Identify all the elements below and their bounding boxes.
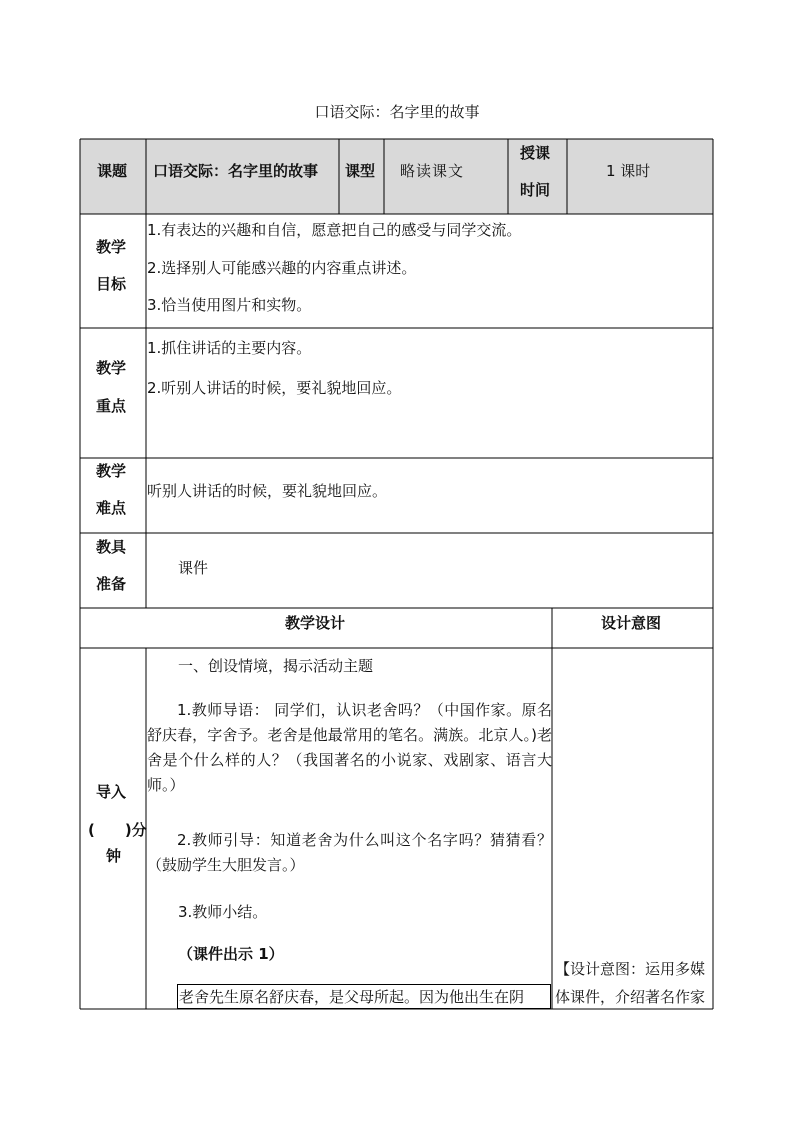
keypoints-item-2: 2.听别人讲话的时候，要礼貌地回应。 (147, 379, 402, 397)
page-title: 口语交际：名字里的故事 (314, 103, 480, 121)
time-label-line2: 时间 (520, 181, 551, 199)
topic-value: 口语交际：名字里的故事 (153, 162, 319, 180)
intro-paragraph-3: 3.教师小结。 (178, 903, 268, 921)
intro-label-line3: 钟 (106, 847, 122, 865)
intro-label-line1: 导入 (96, 783, 127, 801)
intro-paragraph-1: 1.教师导语： 同学们，认识老舍吗？（中国作家。原名舒庆春，字舍予。老舍是他最常用的笔名。满族。北京人。)老舍是个什么样的人？（我国著名的小说家、戏剧家、语言大师。） (147, 701, 552, 794)
goals-label-line1: 教学 (96, 238, 127, 256)
goals-label-line2: 目标 (96, 275, 127, 293)
topic-label: 课题 (97, 162, 128, 180)
goals-item-2: 2.选择别人可能感兴趣的内容重点讲述。 (147, 259, 417, 277)
difficulty-text: 听别人讲话的时候，要礼貌地回应。 (147, 482, 388, 500)
keypoints-item-1: 1.抓住讲话的主要内容。 (147, 339, 312, 357)
intro-paragraph-2: 2.教师引导：知道老舍为什么叫这个名字吗？猜猜看？（鼓励学生大胆发言。） (147, 831, 552, 874)
type-label: 课型 (345, 162, 376, 180)
difficulty-label-line2: 难点 (96, 499, 127, 517)
difficulty-label-line1: 教学 (96, 462, 127, 480)
goals-item-1: 1.有表达的兴趣和自信，愿意把自己的感受与同学交流。 (147, 221, 522, 239)
design-header-left: 教学设计 (285, 614, 346, 632)
type-value: 略读课文 (400, 162, 465, 180)
materials-label-line2: 准备 (96, 575, 127, 593)
goals-item-3: 3.恰当使用图片和实物。 (147, 296, 312, 314)
materials-label-line1: 教具 (96, 538, 127, 556)
intro-section-title: 一、创设情境，揭示活动主题 (178, 657, 374, 675)
time-value: 1 课时 (606, 162, 651, 180)
keypoints-label-line2: 重点 (96, 397, 127, 415)
design-header-right: 设计意图 (601, 614, 662, 632)
materials-text: 课件 (178, 559, 209, 577)
courseware-label: （课件出示 1） (178, 945, 284, 963)
design-intent-text: 【设计意图：运用多媒体课件，介绍著名作家 (555, 960, 706, 1006)
courseware-boxed-text: 老舍先生原名舒庆春，是父母所起。因为他出生在阴 (179, 988, 525, 1006)
time-label-line1: 授课 (520, 144, 551, 162)
intro-label-line2: ( )分 (88, 821, 147, 839)
keypoints-label-line1: 教学 (96, 359, 127, 377)
